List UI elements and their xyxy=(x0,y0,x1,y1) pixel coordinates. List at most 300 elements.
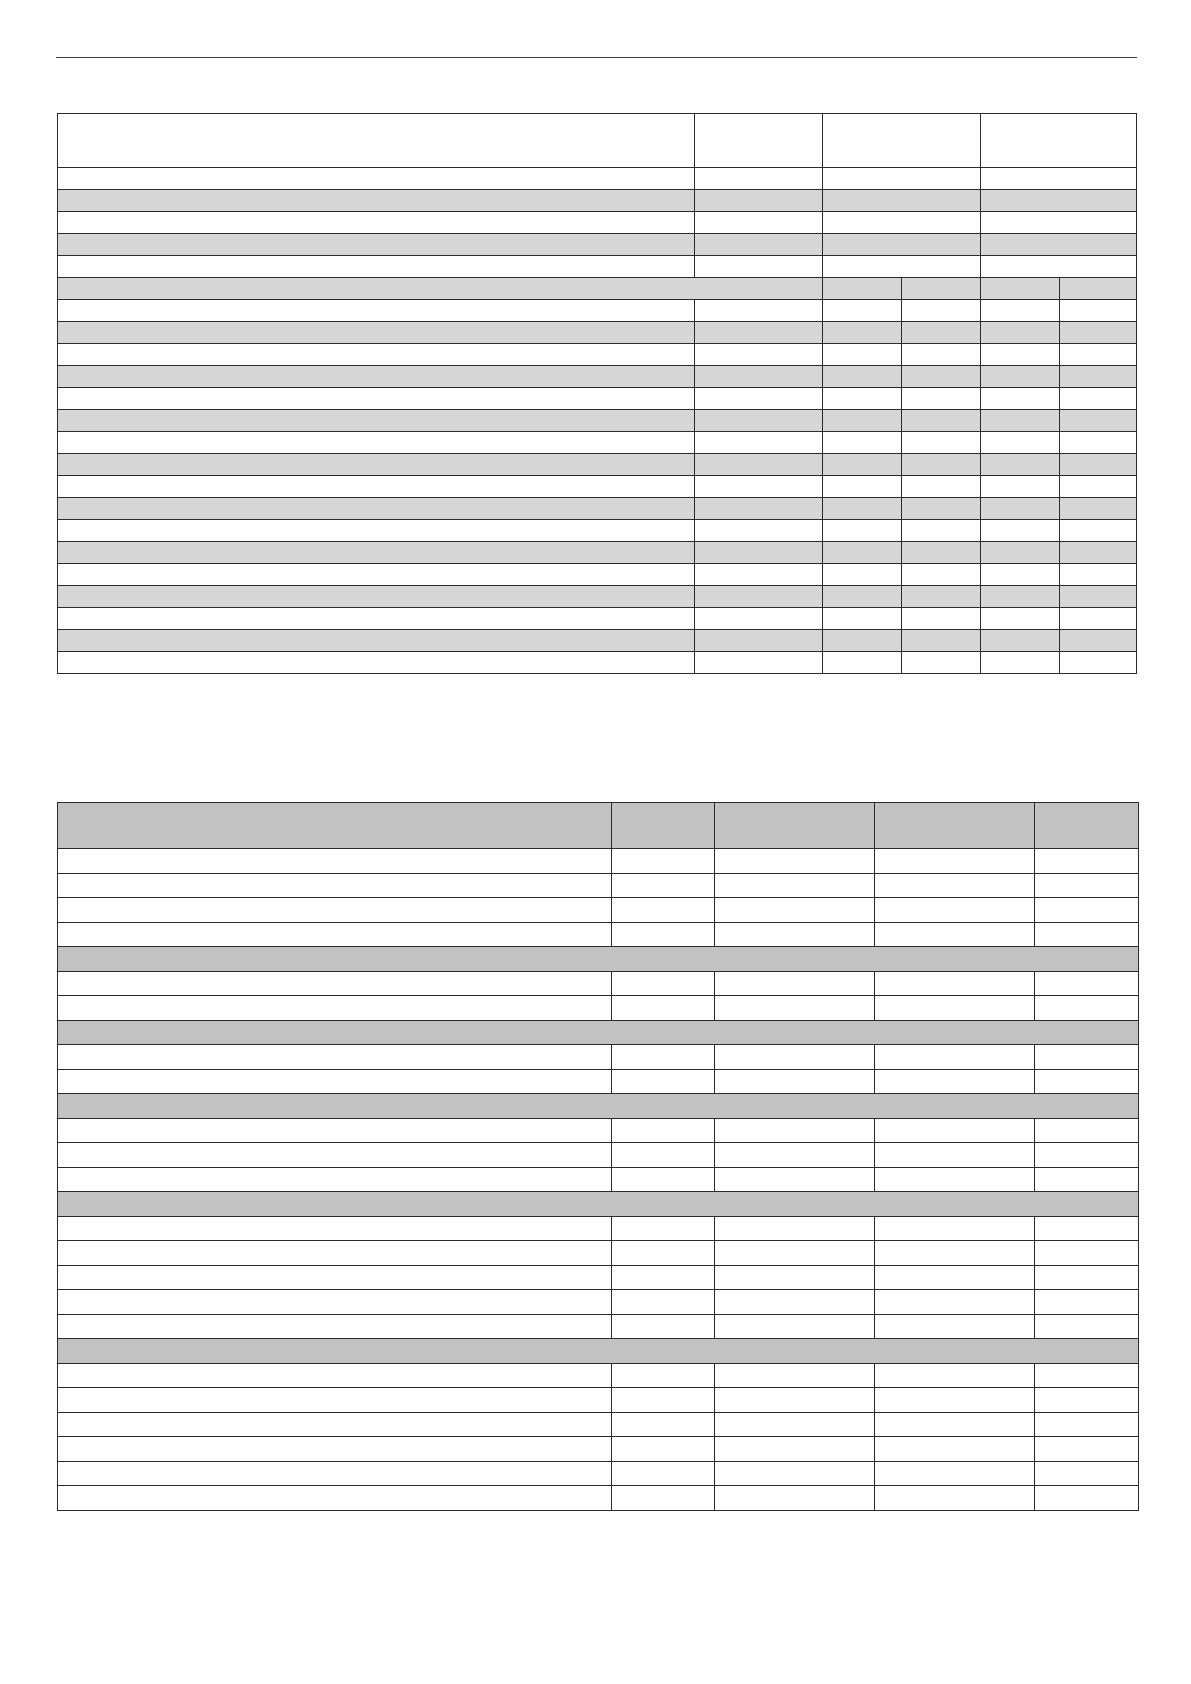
table-cell xyxy=(58,454,695,476)
table-cell xyxy=(695,520,823,542)
table-cell xyxy=(1035,1388,1139,1413)
table-row xyxy=(58,849,1139,874)
table-cell xyxy=(58,1265,612,1290)
table-cell xyxy=(695,256,823,278)
table-cell xyxy=(981,388,1060,410)
table-row xyxy=(58,1461,1139,1486)
table-cell xyxy=(715,1045,875,1070)
table-cell xyxy=(695,322,823,344)
table-row xyxy=(58,1045,1139,1070)
table-cell xyxy=(1035,1363,1139,1388)
table-cell xyxy=(875,1363,1035,1388)
table-cell xyxy=(612,996,715,1021)
table-cell xyxy=(58,564,695,586)
table-cell xyxy=(981,234,1137,256)
table-cell xyxy=(715,971,875,996)
table-cell xyxy=(58,947,1139,972)
table-cell xyxy=(875,1069,1035,1094)
table-cell xyxy=(875,1045,1035,1070)
table-cell xyxy=(58,1020,1139,1045)
table-cell xyxy=(981,432,1060,454)
table-2-header-row xyxy=(58,803,1139,849)
table-row xyxy=(58,996,1139,1021)
table-cell xyxy=(1060,652,1137,674)
table-cell xyxy=(612,1363,715,1388)
table-cell xyxy=(823,190,981,212)
table-cell xyxy=(981,344,1060,366)
table-cell xyxy=(902,564,981,586)
table-cell xyxy=(1035,1118,1139,1143)
table-cell xyxy=(715,922,875,947)
table-row xyxy=(58,168,1137,190)
table-cell xyxy=(612,1290,715,1315)
table-cell xyxy=(1060,410,1137,432)
table-cell xyxy=(612,1265,715,1290)
table-cell xyxy=(981,652,1060,674)
table-cell xyxy=(58,542,695,564)
table-cell xyxy=(981,322,1060,344)
table-cell xyxy=(981,608,1060,630)
table-cell xyxy=(58,1069,612,1094)
table-row xyxy=(58,1363,1139,1388)
table-cell xyxy=(823,410,902,432)
table-cell xyxy=(875,1461,1035,1486)
table-cell xyxy=(1060,542,1137,564)
table-cell xyxy=(612,971,715,996)
table-cell xyxy=(58,1339,1139,1364)
table-cell xyxy=(612,922,715,947)
table-cell xyxy=(1035,1461,1139,1486)
table-cell xyxy=(58,996,612,1021)
table-cell xyxy=(823,542,902,564)
table-cell xyxy=(715,1388,875,1413)
table-cell xyxy=(823,388,902,410)
table-cell xyxy=(58,322,695,344)
table-cell xyxy=(695,366,823,388)
table-cell xyxy=(1060,520,1137,542)
table-cell xyxy=(902,344,981,366)
table-cell xyxy=(715,1069,875,1094)
table-cell xyxy=(1035,996,1139,1021)
table-cell xyxy=(1035,1486,1139,1511)
table-cell xyxy=(695,212,823,234)
table-cell xyxy=(715,1118,875,1143)
table-cell xyxy=(612,1241,715,1266)
table-row xyxy=(58,388,1137,410)
table-cell xyxy=(1035,971,1139,996)
table-cell xyxy=(612,1216,715,1241)
table-cell xyxy=(902,608,981,630)
table-cell xyxy=(58,630,695,652)
table-cell xyxy=(715,1241,875,1266)
table-cell xyxy=(875,873,1035,898)
table-cell xyxy=(58,256,695,278)
table-cell xyxy=(1035,1045,1139,1070)
table-cell xyxy=(695,168,823,190)
table-cell xyxy=(58,1094,1139,1119)
table-row xyxy=(58,322,1137,344)
table-cell xyxy=(1035,922,1139,947)
table-cell xyxy=(875,1216,1035,1241)
table-cell xyxy=(823,234,981,256)
table-cell xyxy=(902,454,981,476)
table-row xyxy=(58,1437,1139,1462)
table-row xyxy=(58,1486,1139,1511)
table-row xyxy=(58,652,1137,674)
table-cell xyxy=(58,1412,612,1437)
table-1-header-cell xyxy=(695,114,823,168)
table-row xyxy=(58,1290,1139,1315)
table-cell xyxy=(58,1118,612,1143)
table-cell xyxy=(875,996,1035,1021)
table-cell xyxy=(58,608,695,630)
table-cell xyxy=(612,1486,715,1511)
table-cell xyxy=(981,476,1060,498)
table-cell xyxy=(981,168,1137,190)
table-cell xyxy=(981,630,1060,652)
table-cell xyxy=(715,898,875,923)
table-cell xyxy=(612,1388,715,1413)
table-cell xyxy=(58,1314,612,1339)
table-row xyxy=(58,608,1137,630)
table-cell xyxy=(58,410,695,432)
table-cell xyxy=(1060,300,1137,322)
table-cell xyxy=(58,873,612,898)
table-cell xyxy=(58,586,695,608)
table-cell xyxy=(1035,1143,1139,1168)
table-row xyxy=(58,1143,1139,1168)
table-cell xyxy=(612,873,715,898)
table-cell xyxy=(715,996,875,1021)
table-row xyxy=(58,1118,1139,1143)
table-cell xyxy=(715,873,875,898)
table-cell xyxy=(58,1143,612,1168)
table-cell xyxy=(823,322,902,344)
table-cell xyxy=(1060,344,1137,366)
table-cell xyxy=(695,608,823,630)
table-cell xyxy=(902,278,981,300)
table-cell xyxy=(612,1118,715,1143)
table-cell xyxy=(823,454,902,476)
table-cell xyxy=(612,1069,715,1094)
table-cell xyxy=(902,322,981,344)
table-cell xyxy=(58,652,695,674)
table-row xyxy=(58,1069,1139,1094)
table-cell xyxy=(902,630,981,652)
table-cell xyxy=(695,410,823,432)
table-row xyxy=(58,476,1137,498)
table-cell xyxy=(715,1412,875,1437)
table-cell xyxy=(715,1486,875,1511)
table-cell xyxy=(1060,432,1137,454)
table-cell xyxy=(981,564,1060,586)
table-cell xyxy=(823,168,981,190)
table-cell xyxy=(58,344,695,366)
table-2-section-row xyxy=(58,1094,1139,1119)
table-cell xyxy=(875,1143,1035,1168)
table-cell xyxy=(612,1143,715,1168)
table-cell xyxy=(58,234,695,256)
table-cell xyxy=(875,922,1035,947)
table-cell xyxy=(58,849,612,874)
table-cell xyxy=(902,498,981,520)
table-cell xyxy=(823,344,902,366)
table-cell xyxy=(902,366,981,388)
table-cell xyxy=(902,586,981,608)
table-cell xyxy=(715,1216,875,1241)
table-cell xyxy=(695,564,823,586)
table-cell xyxy=(823,586,902,608)
table-cell xyxy=(612,1314,715,1339)
table-cell xyxy=(58,1241,612,1266)
table-cell xyxy=(58,388,695,410)
table-cell xyxy=(1060,498,1137,520)
table-cell xyxy=(981,454,1060,476)
table-cell xyxy=(875,1412,1035,1437)
table-cell xyxy=(823,300,902,322)
table-row xyxy=(58,1412,1139,1437)
table-2-header-cell xyxy=(715,803,875,849)
table-cell xyxy=(58,190,695,212)
table-cell xyxy=(1060,630,1137,652)
table-row xyxy=(58,498,1137,520)
table-row xyxy=(58,300,1137,322)
table-cell xyxy=(1060,564,1137,586)
table-cell xyxy=(695,190,823,212)
table-cell xyxy=(875,1167,1035,1192)
table-cell xyxy=(58,212,695,234)
table-cell xyxy=(875,1265,1035,1290)
table-cell xyxy=(695,586,823,608)
table-cell xyxy=(1035,1241,1139,1266)
table-cell xyxy=(823,564,902,586)
table-cell xyxy=(695,630,823,652)
table-cell xyxy=(875,1118,1035,1143)
table-row xyxy=(58,922,1139,947)
table-cell xyxy=(58,366,695,388)
table-cell xyxy=(612,1167,715,1192)
table-cell xyxy=(1035,1314,1139,1339)
table-row xyxy=(58,454,1137,476)
table-cell xyxy=(981,300,1060,322)
table-cell xyxy=(902,432,981,454)
table-cell xyxy=(1060,454,1137,476)
table-cell xyxy=(1035,1290,1139,1315)
table-cell xyxy=(902,410,981,432)
table-cell xyxy=(58,1363,612,1388)
table-cell xyxy=(58,1388,612,1413)
table-2-header-cell xyxy=(875,803,1035,849)
table-cell xyxy=(612,898,715,923)
table-row xyxy=(58,630,1137,652)
table-2-header-cell xyxy=(612,803,715,849)
table-cell xyxy=(902,652,981,674)
table-cell xyxy=(823,256,981,278)
table-cell xyxy=(695,652,823,674)
table-cell xyxy=(1060,322,1137,344)
table-cell xyxy=(58,1437,612,1462)
table-cell xyxy=(902,520,981,542)
table-cell xyxy=(823,432,902,454)
table-cell xyxy=(695,300,823,322)
table-cell xyxy=(875,1241,1035,1266)
table-cell xyxy=(58,498,695,520)
table-row xyxy=(58,190,1137,212)
table-cell xyxy=(715,1167,875,1192)
table-1-header-cell xyxy=(823,114,981,168)
table-cell xyxy=(1060,476,1137,498)
table-cell xyxy=(1035,1412,1139,1437)
table-cell xyxy=(902,300,981,322)
table-cell xyxy=(875,1388,1035,1413)
table-cell xyxy=(875,1486,1035,1511)
table-cell xyxy=(875,849,1035,874)
table-row xyxy=(58,1167,1139,1192)
table-cell xyxy=(58,432,695,454)
table-cell xyxy=(58,476,695,498)
table-cell xyxy=(58,1290,612,1315)
table-cell xyxy=(981,256,1137,278)
table-cell xyxy=(695,454,823,476)
table-row xyxy=(58,344,1137,366)
table-cell xyxy=(715,1290,875,1315)
table-1-header-cell xyxy=(58,114,695,168)
table-cell xyxy=(823,630,902,652)
table-cell xyxy=(715,1461,875,1486)
table-cell xyxy=(58,1486,612,1511)
table-cell xyxy=(58,1216,612,1241)
table-cell xyxy=(1035,1437,1139,1462)
table-cell xyxy=(875,1314,1035,1339)
table-cell xyxy=(695,344,823,366)
table-2-section-row xyxy=(58,1020,1139,1045)
table-cell xyxy=(1035,1265,1139,1290)
table-cell xyxy=(695,498,823,520)
table-row xyxy=(58,234,1137,256)
table-1-header-row xyxy=(58,114,1137,168)
table-1-subheader-row xyxy=(58,278,1137,300)
table-cell xyxy=(902,476,981,498)
table-cell xyxy=(715,1314,875,1339)
table-cell xyxy=(695,432,823,454)
table-row xyxy=(58,564,1137,586)
table-2-header-cell xyxy=(58,803,612,849)
table-row xyxy=(58,1241,1139,1266)
table-row xyxy=(58,1216,1139,1241)
table-row xyxy=(58,256,1137,278)
table-row xyxy=(58,366,1137,388)
table-row xyxy=(58,432,1137,454)
table-cell xyxy=(612,849,715,874)
table-cell xyxy=(1060,278,1137,300)
table-cell xyxy=(715,1265,875,1290)
table-row xyxy=(58,542,1137,564)
table-row xyxy=(58,898,1139,923)
header-rule xyxy=(56,57,1137,58)
table-1-header-cell xyxy=(981,114,1137,168)
table-cell xyxy=(58,1461,612,1486)
table-cell xyxy=(58,1167,612,1192)
table-cell xyxy=(823,520,902,542)
table-cell xyxy=(981,366,1060,388)
table-row xyxy=(58,1388,1139,1413)
table-cell xyxy=(1060,608,1137,630)
table-cell xyxy=(612,1437,715,1462)
table-cell xyxy=(875,971,1035,996)
table-cell xyxy=(58,971,612,996)
table-cell xyxy=(58,168,695,190)
table-2-header-cell xyxy=(1035,803,1139,849)
table-cell xyxy=(612,1045,715,1070)
table-cell xyxy=(58,1045,612,1070)
table-cell xyxy=(1035,898,1139,923)
table-cell xyxy=(695,476,823,498)
table-cell xyxy=(875,1290,1035,1315)
table-cell xyxy=(1035,1167,1139,1192)
table-cell xyxy=(823,498,902,520)
table-cell xyxy=(58,898,612,923)
table-cell xyxy=(612,1461,715,1486)
table-cell xyxy=(715,1363,875,1388)
table-cell xyxy=(715,849,875,874)
table-2 xyxy=(57,802,1139,1511)
table-cell xyxy=(823,652,902,674)
table-cell xyxy=(981,190,1137,212)
table-row xyxy=(58,971,1139,996)
table-2-section-row xyxy=(58,947,1139,972)
table-cell xyxy=(902,388,981,410)
table-row xyxy=(58,212,1137,234)
table-cell xyxy=(981,278,1060,300)
table-cell xyxy=(695,388,823,410)
table-cell xyxy=(981,520,1060,542)
table-row xyxy=(58,1265,1139,1290)
table-row xyxy=(58,873,1139,898)
table-cell xyxy=(58,1192,1139,1217)
table-cell xyxy=(823,608,902,630)
table-2-section-row xyxy=(58,1339,1139,1364)
table-cell xyxy=(715,1437,875,1462)
table-cell xyxy=(1060,586,1137,608)
table-cell xyxy=(981,212,1137,234)
table-row xyxy=(58,586,1137,608)
table-row xyxy=(58,520,1137,542)
table-cell xyxy=(981,410,1060,432)
table-cell xyxy=(823,278,902,300)
table-row xyxy=(58,1314,1139,1339)
table-cell xyxy=(58,922,612,947)
table-cell xyxy=(1035,849,1139,874)
table-cell xyxy=(981,542,1060,564)
table-cell xyxy=(1035,873,1139,898)
table-cell xyxy=(1035,1069,1139,1094)
table-cell xyxy=(58,278,823,300)
table-cell xyxy=(981,498,1060,520)
table-cell xyxy=(823,212,981,234)
table-cell xyxy=(58,520,695,542)
table-1 xyxy=(57,113,1137,674)
table-2-section-row xyxy=(58,1192,1139,1217)
table-cell xyxy=(1060,388,1137,410)
table-cell xyxy=(875,1437,1035,1462)
table-cell xyxy=(695,234,823,256)
table-cell xyxy=(981,586,1060,608)
table-cell xyxy=(715,1143,875,1168)
table-row xyxy=(58,410,1137,432)
table-cell xyxy=(823,476,902,498)
table-cell xyxy=(875,898,1035,923)
table-cell xyxy=(902,542,981,564)
